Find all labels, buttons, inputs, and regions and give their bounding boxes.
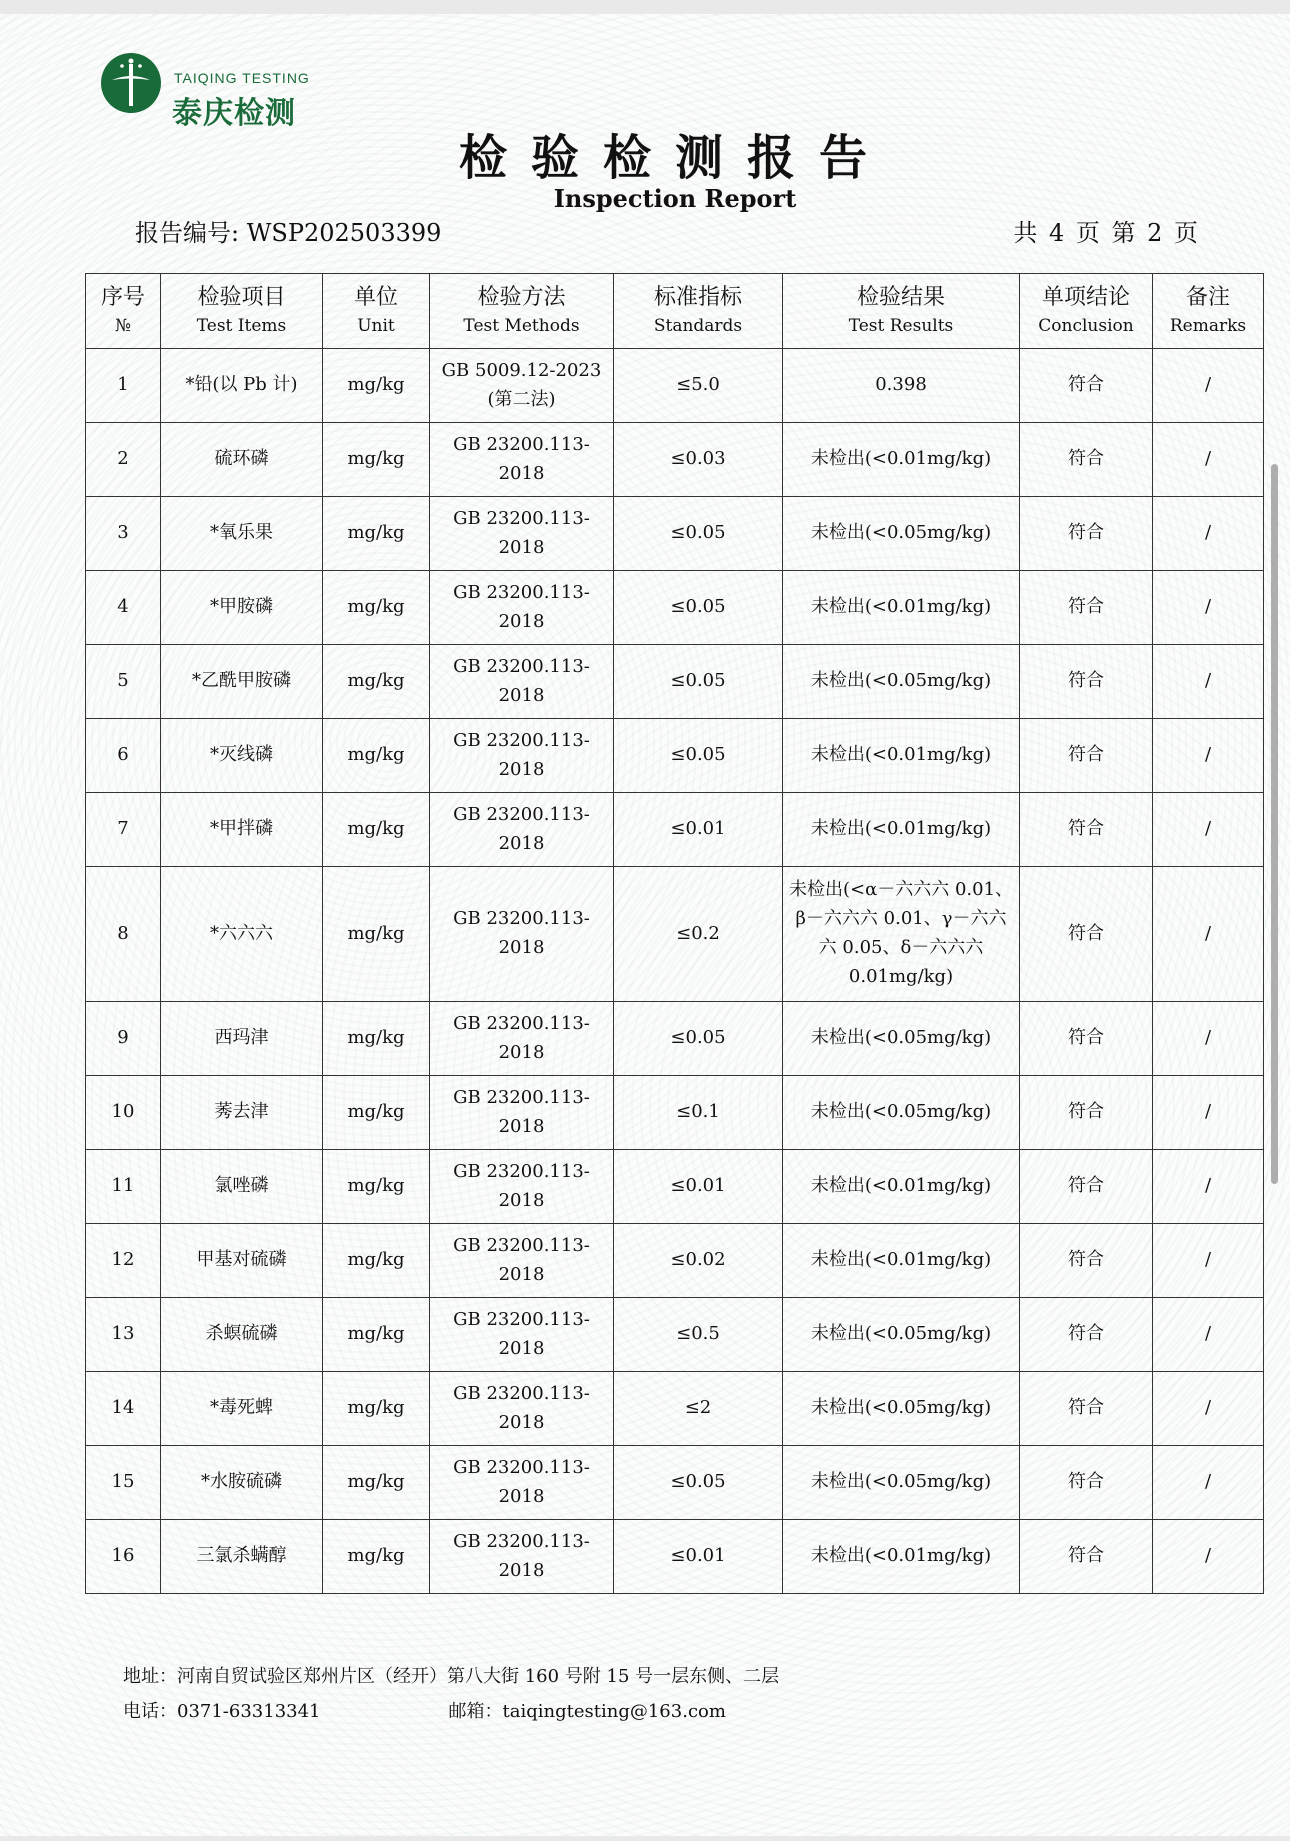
header-standard: 标准指标 Standards — [614, 274, 783, 349]
cell-result-text: 未检出(<0.01mg/kg) — [810, 1175, 992, 1197]
cell-standard — [614, 1150, 783, 1224]
cell-no-text: 11 — [111, 1175, 135, 1197]
cell-unit — [323, 1076, 430, 1150]
cell-standard — [614, 1372, 783, 1446]
cell-conclusion — [1020, 719, 1153, 793]
cell-no — [86, 1150, 161, 1224]
cell-result-text: 未检出(<0.05mg/kg) — [810, 670, 992, 692]
cell-unit — [323, 497, 430, 571]
cell-remarks — [1153, 571, 1264, 645]
cell-item — [161, 1446, 323, 1520]
cell-item — [161, 497, 323, 571]
cell-conclusion — [1020, 1150, 1153, 1224]
cell-no-text: 7 — [117, 818, 129, 840]
cell-item-text: *六六六 — [210, 922, 273, 944]
cell-remarks-text: / — [1204, 818, 1212, 840]
logo-text-en: TAIQING TESTING — [174, 70, 310, 86]
cell-method-text: GB 5009.12-2023 — [441, 359, 602, 381]
cell-method-text: GB 23200.113-2018 — [453, 1086, 590, 1137]
cell-standard-text: ≤0.01 — [670, 1175, 726, 1197]
cell-no — [86, 1002, 161, 1076]
cell-conclusion-text: 符合 — [1068, 670, 1104, 692]
cell-item — [161, 1224, 323, 1298]
cell-method — [430, 1224, 614, 1298]
table-row — [86, 1076, 1264, 1150]
cell-standard-text: ≤0.05 — [670, 744, 726, 766]
cell-item — [161, 1372, 323, 1446]
cell-item-text: *水胺硫磷 — [201, 1471, 282, 1493]
cell-result-text: 未检出(<0.01mg/kg) — [810, 596, 992, 618]
cell-unit — [323, 1520, 430, 1594]
cell-remarks — [1153, 645, 1264, 719]
cell-result — [783, 1150, 1020, 1224]
cell-no — [86, 719, 161, 793]
cell-conclusion — [1020, 423, 1153, 497]
table-header-row — [86, 274, 1264, 349]
cell-result — [783, 349, 1020, 423]
cell-conclusion — [1020, 645, 1153, 719]
cell-no-text: 15 — [111, 1471, 135, 1493]
table-row — [86, 571, 1264, 645]
cell-item-text: *灭线磷 — [210, 744, 273, 766]
cell-standard — [614, 571, 783, 645]
table-row — [86, 1520, 1264, 1594]
cell-no — [86, 497, 161, 571]
table-row — [86, 1446, 1264, 1520]
cell-remarks-text: / — [1204, 448, 1212, 470]
table-row — [86, 793, 1264, 867]
cell-item — [161, 1076, 323, 1150]
cell-result-text: 未检出(<0.05mg/kg) — [810, 1101, 992, 1123]
cell-standard — [614, 867, 783, 1002]
cell-no-text: 3 — [117, 522, 129, 544]
cell-remarks — [1153, 793, 1264, 867]
cell-result — [783, 423, 1020, 497]
cell-item — [161, 645, 323, 719]
cell-no-text: 1 — [117, 374, 129, 396]
cell-unit — [323, 1298, 430, 1372]
cell-method — [430, 1372, 614, 1446]
cell-remarks-text: / — [1204, 670, 1212, 692]
cell-no — [86, 1224, 161, 1298]
footer-address: 地址：河南自贸试验区郑州片区（经开）第八大街 160 号附 15 号一层东侧、二层 — [123, 1666, 780, 1687]
table-row — [86, 645, 1264, 719]
cell-method — [430, 793, 614, 867]
cell-unit-text: mg/kg — [347, 744, 405, 766]
cell-standard-text: ≤0.05 — [670, 670, 726, 692]
cell-result — [783, 1002, 1020, 1076]
cell-standard-text: ≤0.05 — [670, 1027, 726, 1049]
cell-method — [430, 1150, 614, 1224]
cell-conclusion-text: 符合 — [1068, 1397, 1104, 1419]
cell-no-text: 14 — [111, 1397, 135, 1419]
cell-method — [430, 1446, 614, 1520]
cell-standard — [614, 1520, 783, 1594]
cell-item — [161, 1150, 323, 1224]
cell-method-text: GB 23200.113-2018 — [453, 1308, 590, 1359]
cell-item — [161, 571, 323, 645]
cell-remarks — [1153, 1298, 1264, 1372]
cell-no — [86, 867, 161, 1002]
cell-remarks — [1153, 1520, 1264, 1594]
header-result: 检验结果 Test Results — [783, 274, 1020, 349]
cell-conclusion-text: 符合 — [1068, 374, 1104, 396]
header-conclusion: 单项结论 Conclusion — [1020, 274, 1153, 349]
cell-standard — [614, 793, 783, 867]
table-row — [86, 423, 1264, 497]
cell-result — [783, 1298, 1020, 1372]
cell-standard — [614, 1002, 783, 1076]
cell-unit-text: mg/kg — [347, 448, 405, 470]
cell-remarks-text: / — [1204, 1027, 1212, 1049]
cell-method-text: GB 23200.113-2018 — [453, 581, 590, 632]
cell-conclusion-text: 符合 — [1068, 1323, 1104, 1345]
table-body — [86, 349, 1264, 1594]
table-row — [86, 497, 1264, 571]
cell-unit-text: mg/kg — [347, 522, 405, 544]
cell-standard-text: ≤0.1 — [676, 1101, 720, 1123]
cell-result — [783, 1520, 1020, 1594]
cell-conclusion-text: 符合 — [1068, 1027, 1104, 1049]
cell-standard-text: ≤0.01 — [670, 818, 726, 840]
cell-conclusion — [1020, 1520, 1153, 1594]
cell-conclusion-text: 符合 — [1068, 1545, 1104, 1567]
cell-result-text: 0.398 — [875, 374, 927, 396]
cell-standard — [614, 349, 783, 423]
cell-remarks — [1153, 1446, 1264, 1520]
cell-result — [783, 645, 1020, 719]
cell-unit-text: mg/kg — [347, 1175, 405, 1197]
cell-remarks-text: / — [1204, 1175, 1212, 1197]
cell-no — [86, 793, 161, 867]
cell-no — [86, 423, 161, 497]
cell-conclusion — [1020, 349, 1153, 423]
cell-item-text: 氯唑磷 — [214, 1175, 269, 1197]
cell-conclusion — [1020, 793, 1153, 867]
cell-remarks — [1153, 349, 1264, 423]
cell-unit — [323, 1150, 430, 1224]
cell-remarks — [1153, 1224, 1264, 1298]
cell-item-text: 杀螟硫磷 — [205, 1323, 278, 1345]
cell-result-text: 未检出(<α－六六六 0.01、β－六六六 0.01、γ－六六六 0.05、δ－六六六 0.01mg/kg) — [788, 879, 1014, 987]
cell-remarks-text: / — [1204, 522, 1212, 544]
cell-result — [783, 1224, 1020, 1298]
cell-unit-text: mg/kg — [347, 670, 405, 692]
cell-result-text: 未检出(<0.05mg/kg) — [810, 522, 992, 544]
cell-item-text: *甲胺磷 — [210, 596, 273, 618]
cell-method — [430, 645, 614, 719]
cell-remarks-text: / — [1204, 1471, 1212, 1493]
cell-no-text: 12 — [111, 1249, 135, 1271]
cell-method-text: GB 23200.113-2018 — [453, 433, 590, 484]
cell-item-text: 硫环磷 — [214, 448, 269, 470]
report-title-en: Inspection Report — [553, 184, 797, 213]
cell-unit — [323, 1224, 430, 1298]
cell-unit-text: mg/kg — [347, 1397, 405, 1419]
cell-method — [430, 349, 614, 423]
cell-conclusion-text: 符合 — [1068, 818, 1104, 840]
cell-item-text: *毒死蜱 — [210, 1397, 273, 1419]
cell-method-text: GB 23200.113-2018 — [453, 1234, 590, 1285]
cell-conclusion-text: 符合 — [1068, 1101, 1104, 1123]
cell-no — [86, 1372, 161, 1446]
cell-remarks — [1153, 1150, 1264, 1224]
cell-item-text: 三氯杀螨醇 — [196, 1545, 287, 1567]
table-row — [86, 1002, 1264, 1076]
cell-conclusion — [1020, 1002, 1153, 1076]
cell-conclusion — [1020, 1446, 1153, 1520]
cell-method-text: GB 23200.113-2018 — [453, 908, 590, 958]
cell-unit — [323, 571, 430, 645]
taiqing-tree-logo-icon — [98, 50, 164, 122]
company-logo — [98, 50, 328, 131]
table-row — [86, 1224, 1264, 1298]
cell-method-text: GB 23200.113-2018 — [453, 1530, 590, 1581]
cell-conclusion-text: 符合 — [1068, 922, 1104, 944]
cell-conclusion-text: 符合 — [1068, 1249, 1104, 1271]
cell-remarks — [1153, 867, 1264, 1002]
cell-conclusion — [1020, 1076, 1153, 1150]
footer-phone: 电话：0371-63313341 — [123, 1701, 321, 1722]
cell-method-text: GB 23200.113-2018 — [453, 803, 590, 854]
cell-result — [783, 571, 1020, 645]
cell-no-text: 13 — [111, 1323, 135, 1345]
header-unit: 单位 Unit — [323, 274, 430, 349]
header-item: 检验项目 Test Items — [161, 274, 323, 349]
cell-remarks-text: / — [1204, 744, 1212, 766]
cell-unit — [323, 645, 430, 719]
cell-method — [430, 867, 614, 1002]
cell-conclusion-text: 符合 — [1068, 448, 1104, 470]
cell-no-text: 8 — [117, 922, 129, 944]
cell-method — [430, 571, 614, 645]
cell-result — [783, 1076, 1020, 1150]
cell-method-note: (第二法) — [487, 388, 556, 410]
cell-no — [86, 1446, 161, 1520]
cell-no — [86, 1520, 161, 1594]
cell-remarks-text: / — [1204, 1249, 1212, 1271]
cell-result-text: 未检出(<0.01mg/kg) — [810, 1545, 992, 1567]
cell-unit — [323, 1372, 430, 1446]
cell-method-text: GB 23200.113-2018 — [453, 1012, 590, 1063]
cell-unit-text: mg/kg — [347, 922, 405, 944]
cell-result — [783, 867, 1020, 1002]
cell-no-text: 16 — [111, 1545, 135, 1567]
cell-remarks-text: / — [1204, 1323, 1212, 1345]
cell-remarks-text: / — [1204, 596, 1212, 618]
cell-result-text: 未检出(<0.05mg/kg) — [810, 1397, 992, 1419]
cell-item — [161, 1298, 323, 1372]
cell-no-text: 10 — [111, 1101, 135, 1123]
cell-conclusion-text: 符合 — [1068, 1471, 1104, 1493]
table-row — [86, 1150, 1264, 1224]
cell-item — [161, 867, 323, 1002]
cell-unit — [323, 793, 430, 867]
cell-result — [783, 497, 1020, 571]
cell-method — [430, 423, 614, 497]
header-no: 序号 № — [86, 274, 161, 349]
header-remarks: 备注 Remarks — [1153, 274, 1264, 349]
cell-remarks-text: / — [1204, 1545, 1212, 1567]
cell-conclusion — [1020, 1224, 1153, 1298]
cell-unit-text: mg/kg — [347, 1249, 405, 1271]
cell-unit-text: mg/kg — [347, 596, 405, 618]
cell-remarks-text: / — [1204, 1397, 1212, 1419]
cell-no-text: 6 — [117, 744, 129, 766]
cell-result — [783, 719, 1020, 793]
cell-no — [86, 1076, 161, 1150]
cell-unit — [323, 1002, 430, 1076]
cell-conclusion-text: 符合 — [1068, 596, 1104, 618]
table-row — [86, 349, 1264, 423]
cell-unit-text: mg/kg — [347, 1101, 405, 1123]
cell-conclusion-text: 符合 — [1068, 744, 1104, 766]
cell-method — [430, 1002, 614, 1076]
cell-conclusion-text: 符合 — [1068, 1175, 1104, 1197]
cell-remarks-text: / — [1204, 922, 1212, 944]
cell-item — [161, 719, 323, 793]
cell-method-text: GB 23200.113-2018 — [453, 507, 590, 558]
cell-remarks — [1153, 719, 1264, 793]
cell-item-text: 莠去津 — [214, 1101, 269, 1123]
cell-item — [161, 1520, 323, 1594]
cell-standard-text: ≤2 — [684, 1397, 712, 1419]
footer-email: 邮箱：taiqingtesting@163.com — [448, 1701, 726, 1722]
cell-standard-text: ≤0.5 — [676, 1323, 720, 1345]
cell-item — [161, 1002, 323, 1076]
cell-method — [430, 1076, 614, 1150]
cell-result-text: 未检出(<0.05mg/kg) — [810, 1323, 992, 1345]
cell-standard-text: ≤0.05 — [670, 1471, 726, 1493]
cell-item-text: 甲基对硫磷 — [196, 1249, 287, 1271]
cell-standard — [614, 719, 783, 793]
cell-standard — [614, 1446, 783, 1520]
cell-standard-text: ≤0.2 — [676, 922, 720, 944]
cell-result-text: 未检出(<0.05mg/kg) — [810, 1471, 992, 1493]
cell-standard-text: ≤5.0 — [676, 374, 720, 396]
cell-standard-text: ≤0.01 — [670, 1545, 726, 1567]
table-row — [86, 1372, 1264, 1446]
scrollbar[interactable] — [1271, 464, 1278, 1184]
cell-standard — [614, 423, 783, 497]
cell-standard — [614, 645, 783, 719]
logo-text-cn: 泰庆检测 — [172, 96, 296, 131]
cell-result — [783, 1372, 1020, 1446]
cell-result-text: 未检出(<0.01mg/kg) — [810, 818, 992, 840]
cell-conclusion-text: 符合 — [1068, 522, 1104, 544]
cell-method — [430, 1520, 614, 1594]
cell-no-text: 9 — [117, 1027, 129, 1049]
cell-conclusion — [1020, 1298, 1153, 1372]
cell-remarks — [1153, 1076, 1264, 1150]
cell-unit — [323, 867, 430, 1002]
cell-remarks — [1153, 1372, 1264, 1446]
cell-standard — [614, 1298, 783, 1372]
cell-no-text: 2 — [117, 448, 129, 470]
cell-unit — [323, 719, 430, 793]
cell-method — [430, 719, 614, 793]
cell-item — [161, 793, 323, 867]
cell-no — [86, 645, 161, 719]
cell-result-text: 未检出(<0.01mg/kg) — [810, 1249, 992, 1271]
cell-standard — [614, 1224, 783, 1298]
cell-remarks-text: / — [1204, 1101, 1212, 1123]
cell-no — [86, 571, 161, 645]
cell-no — [86, 1298, 161, 1372]
cell-unit-text: mg/kg — [347, 818, 405, 840]
cell-standard — [614, 1076, 783, 1150]
cell-unit — [323, 1446, 430, 1520]
cell-unit — [323, 423, 430, 497]
cell-unit-text: mg/kg — [347, 1323, 405, 1345]
cell-standard — [614, 497, 783, 571]
cell-conclusion — [1020, 1372, 1153, 1446]
cell-method-text: GB 23200.113-2018 — [453, 1456, 590, 1507]
cell-method-text: GB 23200.113-2018 — [453, 729, 590, 780]
results-table — [85, 273, 1264, 1594]
cell-method — [430, 497, 614, 571]
cell-unit-text: mg/kg — [347, 1471, 405, 1493]
cell-method — [430, 1298, 614, 1372]
cell-no-text: 4 — [117, 596, 129, 618]
cell-unit-text: mg/kg — [347, 1545, 405, 1567]
cell-item — [161, 349, 323, 423]
page-indicator: 共 4 页 第 2 页 — [1013, 219, 1200, 247]
report-page — [0, 14, 1290, 1836]
cell-method-text: GB 23200.113-2018 — [453, 655, 590, 706]
cell-result-text: 未检出(<0.01mg/kg) — [810, 744, 992, 766]
table-row — [86, 867, 1264, 1002]
report-title-cn: 检验检测报告 — [458, 130, 891, 186]
cell-standard-text: ≤0.05 — [670, 596, 726, 618]
cell-no-text: 5 — [117, 670, 129, 692]
cell-unit — [323, 349, 430, 423]
cell-item-text: *甲拌磷 — [210, 818, 273, 840]
cell-standard-text: ≤0.02 — [670, 1249, 726, 1271]
cell-unit-text: mg/kg — [347, 1027, 405, 1049]
cell-result — [783, 1446, 1020, 1520]
cell-item-text: *乙酰甲胺磷 — [192, 670, 291, 692]
cell-item-text: *铅(以 Pb 计) — [185, 374, 298, 396]
report-number: 报告编号: WSP202503399 — [135, 219, 442, 247]
cell-item-text: 西玛津 — [214, 1027, 269, 1049]
cell-standard-text: ≤0.03 — [670, 448, 726, 470]
cell-conclusion — [1020, 497, 1153, 571]
table-row — [86, 1298, 1264, 1372]
cell-remarks — [1153, 497, 1264, 571]
cell-remarks-text: / — [1204, 374, 1212, 396]
cell-method-text: GB 23200.113-2018 — [453, 1160, 590, 1211]
cell-remarks — [1153, 423, 1264, 497]
header-method: 检验方法 Test Methods — [430, 274, 614, 349]
cell-remarks — [1153, 1002, 1264, 1076]
cell-result-text: 未检出(<0.05mg/kg) — [810, 1027, 992, 1049]
cell-method-text: GB 23200.113-2018 — [453, 1382, 590, 1433]
cell-no — [86, 349, 161, 423]
cell-item-text: *氧乐果 — [210, 522, 273, 544]
cell-result-text: 未检出(<0.01mg/kg) — [810, 448, 992, 470]
cell-conclusion — [1020, 571, 1153, 645]
table-row — [86, 719, 1264, 793]
cell-unit-text: mg/kg — [347, 374, 405, 396]
cell-item — [161, 423, 323, 497]
footer-contact — [123, 1697, 726, 1723]
cell-result — [783, 793, 1020, 867]
cell-standard-text: ≤0.05 — [670, 522, 726, 544]
cell-conclusion — [1020, 867, 1153, 1002]
